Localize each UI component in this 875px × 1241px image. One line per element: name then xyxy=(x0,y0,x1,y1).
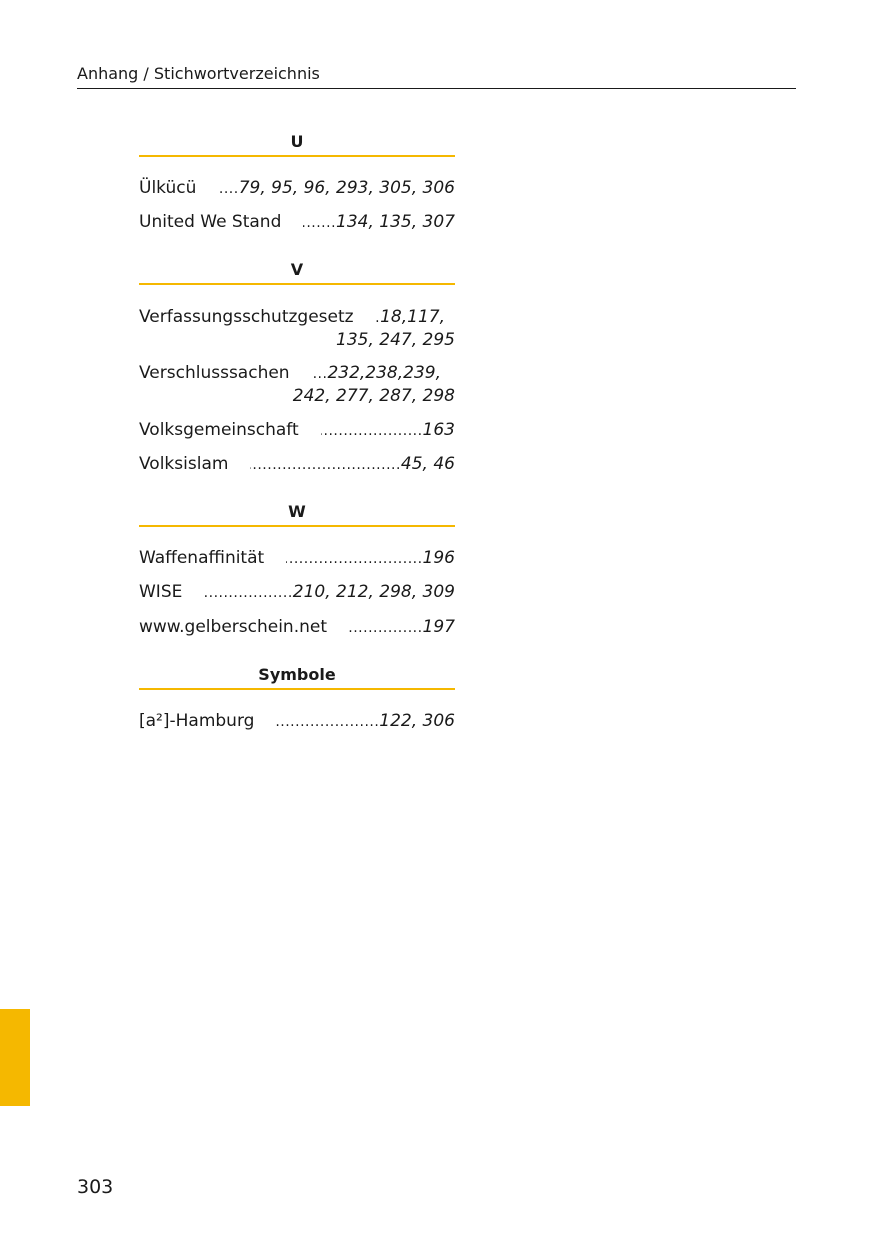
chapter-tab-marker xyxy=(0,1009,30,1106)
index-entry xyxy=(139,547,455,570)
section-heading-v: V xyxy=(139,259,455,285)
index-pages-continued: 135, 247, 295 xyxy=(336,330,455,350)
index-pages: 45, 46 xyxy=(400,454,455,474)
header-title: Anhang / Stichwortverzeichnis xyxy=(77,64,320,83)
index-entry xyxy=(139,306,455,351)
dot-leader xyxy=(286,548,422,570)
index-term: Volksgemeinschaft xyxy=(139,420,299,440)
index-pages: 163 xyxy=(422,420,455,440)
section-heading-w: W xyxy=(139,501,455,527)
dot-leader xyxy=(349,617,423,639)
index-entry xyxy=(139,616,455,639)
index-term: www.gelberschein.net xyxy=(139,617,328,637)
index-entry xyxy=(139,362,455,407)
index-entry xyxy=(139,710,455,733)
dot-leader xyxy=(312,363,328,385)
page-number: 303 xyxy=(77,1176,114,1198)
index-term: Verfassungsschutzgesetz xyxy=(139,307,354,327)
index-term: Waffenaffinität xyxy=(139,548,265,568)
index-term: [a²]-Hamburg xyxy=(139,711,255,731)
index-pages: 18,117, xyxy=(380,307,445,327)
index-pages: 232,238,239, xyxy=(327,363,441,383)
index-term: Ülkücü xyxy=(139,178,197,198)
index-pages: 79, 95, 96, 293, 305, 306 xyxy=(238,178,455,198)
dot-leader xyxy=(218,178,238,200)
index-pages: 122, 306 xyxy=(379,711,455,731)
dot-leader xyxy=(204,582,292,604)
index-entry xyxy=(139,419,455,442)
index-pages: 196 xyxy=(422,548,455,568)
index-term: WISE xyxy=(139,582,183,602)
index-pages: 197 xyxy=(422,617,455,637)
section-heading-u: U xyxy=(139,131,455,157)
index-entry xyxy=(139,581,455,604)
dot-leader xyxy=(321,420,423,442)
running-header xyxy=(77,63,796,89)
index-term: United We Stand xyxy=(139,212,282,232)
index-term: Verschlusssachen xyxy=(139,363,290,383)
index-entry xyxy=(139,177,455,200)
dot-leader xyxy=(276,711,379,733)
index-pages-continued: 242, 277, 287, 298 xyxy=(292,386,455,406)
index-entry xyxy=(139,453,455,476)
dot-leader xyxy=(250,454,401,476)
section-heading-symbole: Symbole xyxy=(139,664,455,690)
index-entry xyxy=(139,211,455,234)
index-pages: 134, 135, 307 xyxy=(336,212,455,232)
dot-leader xyxy=(303,212,336,234)
index-pages: 210, 212, 298, 309 xyxy=(292,582,455,602)
index-term: Volksislam xyxy=(139,454,229,474)
